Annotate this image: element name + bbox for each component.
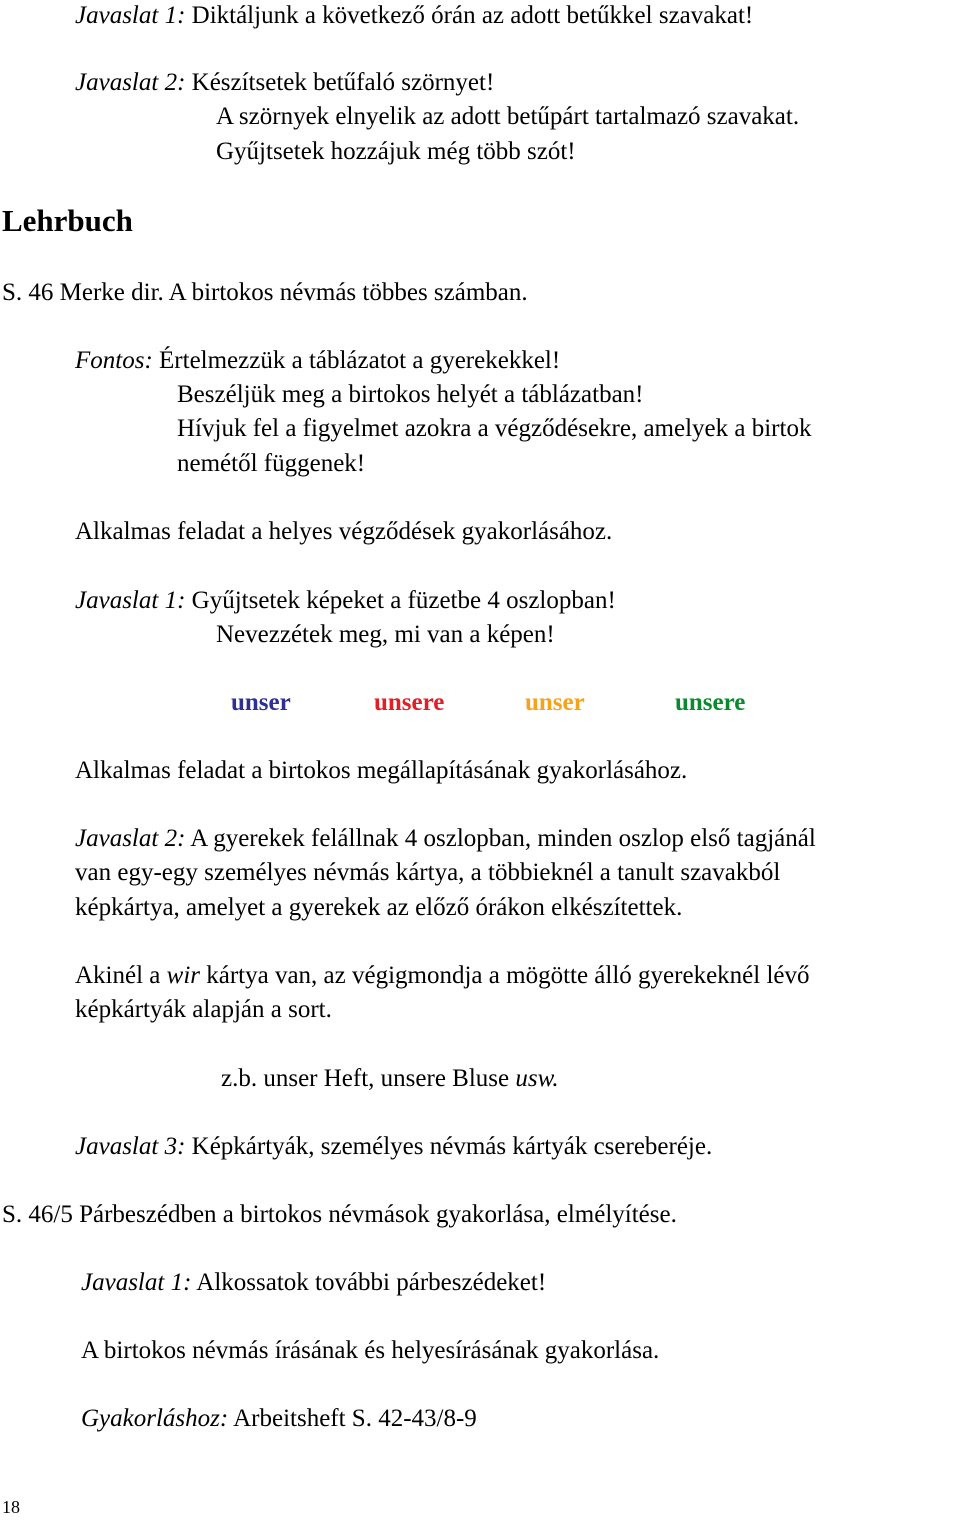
instruction-text: kártya van, az végigmondja a mögötte álló gyerekeknél lévő <box>200 962 810 989</box>
suggestion-text: Diktáljunk a következő órán az adott betűkkel szavakat! <box>191 2 754 29</box>
suggestion-label: Javaslat 1: <box>81 1269 192 1296</box>
task-note-2: Alkalmas feladat a birtokos megállapításának gyakorlásához. <box>75 757 688 784</box>
suggestion-2-line-3: képkártya, amelyet a gyerekek az előző órákon elkészítettek. <box>75 894 683 921</box>
suggestion-text: Készítsetek betűfaló szörnyet! <box>191 69 495 96</box>
suggestion-text: A gyerekek felállnak 4 oszlopban, minden oszlop első tagjánál <box>190 825 816 852</box>
suggestion-2-line-2: A szörnyek elnyelik az adott betűpárt tartalmazó szavakat. <box>216 103 800 130</box>
fontos-line-4: nemétől függenek! <box>177 450 366 477</box>
task-note-1: Alkalmas feladat a helyes végződések gyakorlásához. <box>75 518 613 545</box>
suggestion-2-line <box>75 68 494 98</box>
fontos-label: Fontos: <box>75 347 153 374</box>
example-text: z.b. unser Heft, unsere Bluse <box>221 1065 516 1092</box>
section-title: S. 46 Merke dir. A birtokos névmás többes számban. <box>2 279 528 306</box>
fontos-text: Értelmezzük a táblázatot a gyerekekkel! <box>159 347 561 374</box>
practice-label: Gyakorláshoz: <box>81 1405 229 1432</box>
fontos-line <box>75 346 560 376</box>
suggestion-label: Javaslat 1: <box>75 2 186 29</box>
practice-text: Arbeitsheft S. 42-43/8-9 <box>233 1405 477 1432</box>
suggestion-label: Javaslat 1: <box>75 587 186 614</box>
suggestion-label: Javaslat 2: <box>75 69 186 96</box>
suggestion-2-line-2: van egy-egy személyes névmás kártya, a többieknél a tanult szavakból <box>75 859 781 886</box>
suggestion-label: Javaslat 2: <box>75 825 186 852</box>
instruction-text: Akinél a <box>75 962 167 989</box>
suggestion-label: Javaslat 3: <box>75 1133 186 1160</box>
suggestion-text: Gyűjtsetek képeket a füzetbe 4 oszlopban! <box>191 587 616 614</box>
suggestion-text: Alkossatok további párbeszédeket! <box>196 1269 547 1296</box>
practice-line: A birtokos névmás írásának és helyesírásának gyakorlása. <box>81 1337 660 1364</box>
column-word-unsere-1: unsere <box>374 689 445 716</box>
suggestion-1-line <box>81 1268 546 1298</box>
practice-reference <box>81 1404 477 1434</box>
suggestion-3-line <box>75 1132 712 1162</box>
example-line <box>221 1064 559 1094</box>
instruction-line <box>75 961 810 991</box>
fontos-line-2: Beszéljük meg a birtokos helyét a táblázatban! <box>177 381 644 408</box>
column-word-unser-1: unser <box>231 689 291 716</box>
column-word-unser-2: unser <box>525 689 585 716</box>
instruction-line-2: képkártyák alapján a sort. <box>75 996 332 1023</box>
section-title: S. 46/5 Párbeszédben a birtokos névmások gyakorlása, elmélyítése. <box>2 1201 677 1228</box>
suggestion-text: Képkártyák, személyes névmás kártyák csereberéje. <box>191 1133 713 1160</box>
example-usw: usw. <box>515 1065 559 1092</box>
section-heading: Lehrbuch <box>2 203 133 238</box>
column-word-unsere-2: unsere <box>675 689 746 716</box>
suggestion-2-line <box>75 824 816 854</box>
suggestion-1-line <box>75 586 616 616</box>
fontos-line-3: Hívjuk fel a figyelmet azokra a végződésekre, amelyek a birtok <box>177 415 812 442</box>
page-number: 18 <box>2 1497 20 1517</box>
wir-word: wir <box>166 962 200 989</box>
suggestion-2-line-3: Gyűjtsetek hozzájuk még több szót! <box>216 138 576 165</box>
suggestion-1-line <box>75 1 753 31</box>
suggestion-1-line-2: Nevezzétek meg, mi van a képen! <box>216 621 555 648</box>
